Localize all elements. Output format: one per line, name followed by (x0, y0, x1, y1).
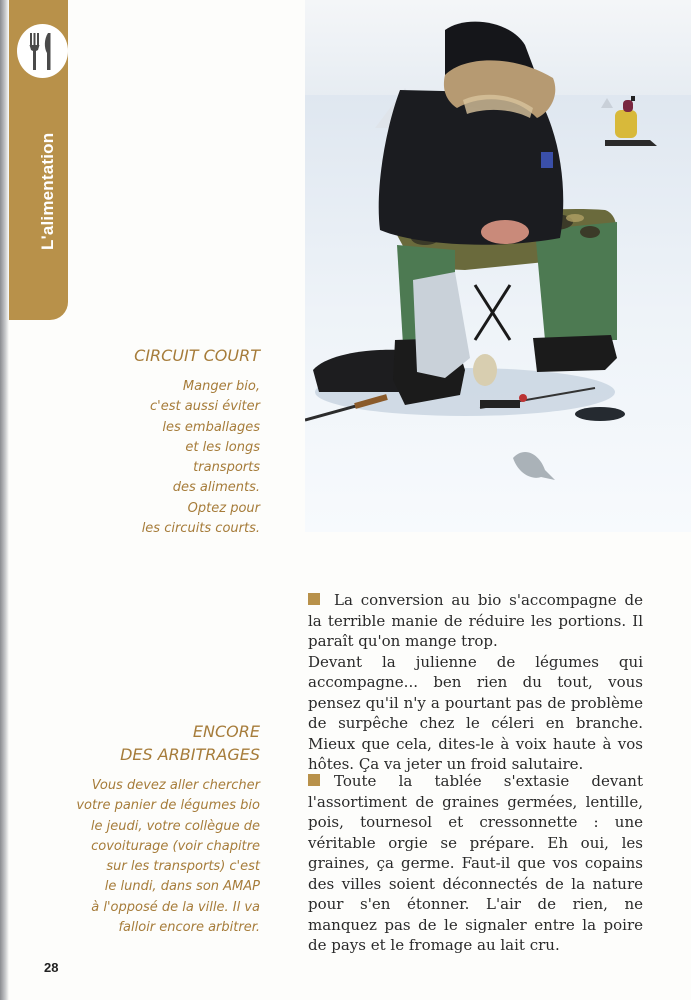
sidebar-arbitrages-text: Vous devez aller chercher votre panier de légumes bio le jeudi, votre collègue de covoiturage (voir chapitre sur les transports) c'est le lundi, dans son AMAP à l'opposé de la ville. Il va falloir encore arbitrer. (76, 778, 260, 936)
ice-fishing-photo (305, 0, 691, 532)
paragraph: Toute la tablée s'extasie devant l'assortiment de graines germées, lentille, pois, tournesol et cressonnette : une véritable orgie se prépare. Eh oui, les graines, ça germe. Faut-il que vos copains des villes soient déconnectés de la nature pour s'en étonner. L'air de rien, ne manquez pas de le signaler entre la poire de pays et le fromage au lait cru. (308, 772, 643, 954)
page-number: 28 (44, 960, 59, 975)
sidebar-circuit-title: CIRCUIT COURT (134, 346, 260, 365)
body-text-block-2 (308, 771, 643, 956)
fork-knife-icon (17, 24, 68, 78)
paragraph: La conversion au bio s'accompagne de la terrible manie de réduire les portions. Il paraît qu'on mange trop. (308, 591, 643, 650)
page-binding-edge (0, 0, 9, 1000)
section-label: L'alimentation (38, 132, 57, 250)
sidebar-arbitrages-title: ENCORE DES ARBITRAGES (120, 722, 260, 764)
body-text-block-1 (308, 590, 643, 775)
square-bullet-icon (308, 593, 320, 605)
sidebar-circuit-text: Manger bio, c'est aussi éviter les emballages et les longs transports des aliments. Optez pour les circuits courts. (141, 379, 260, 537)
paragraph: Devant la julienne de légumes qui accompagne... ben rien du tout, vous pensez qu'il n'y a pourtant pas de problème de surpêche chez le céleri en branche. Mieux que cela, dites-le à voix haute à vos hôtes. Ça va jeter un froid salutaire. (308, 652, 643, 773)
square-bullet-icon (308, 774, 320, 786)
